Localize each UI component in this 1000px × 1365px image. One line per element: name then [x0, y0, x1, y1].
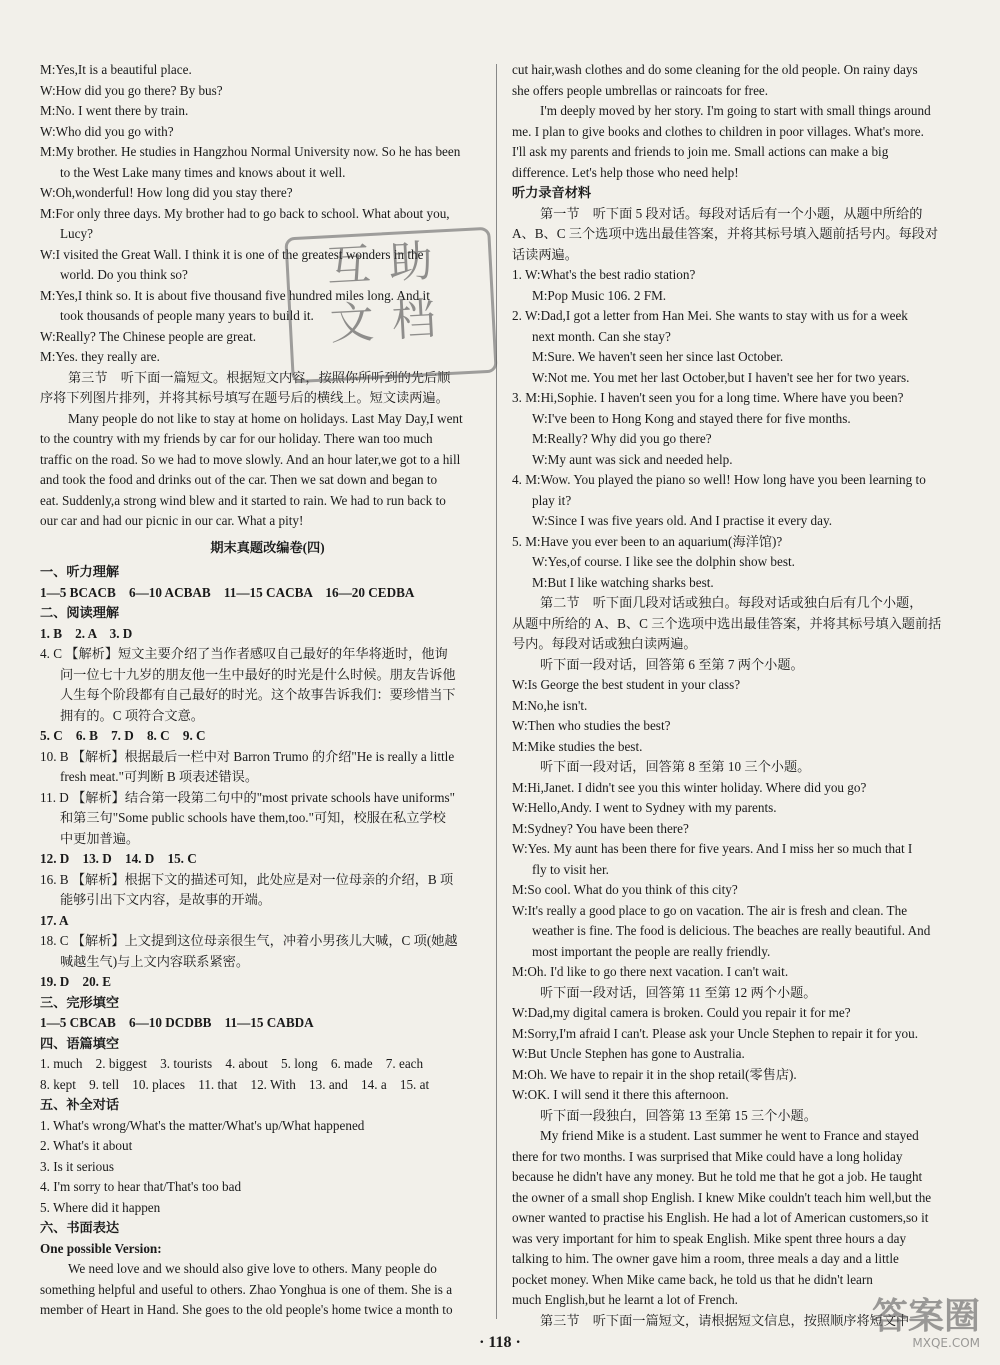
right-text-line: M:So cool. What do you think of this city? [512, 882, 738, 897]
right-text-line: M:Oh. I'd like to go there next vacation. I can't wait. [512, 964, 789, 979]
right-text-line: 听力录音材料 [512, 185, 592, 200]
right-text-line: most important the people are really friendly. [532, 943, 771, 959]
left-text-line: 10. B 【解析】根据最后一栏中对 Barron Trumo 的介绍"He is really a little [40, 748, 455, 764]
left-text-line: member of Heart in Hand. She goes to the old people's home twice a month to [40, 1302, 453, 1317]
left-text-line: 五、补全对话 [40, 1097, 120, 1112]
right-text-line: W:Not me. You met her last October,but I haven't see her for two years. [532, 369, 910, 385]
right-text-line: W:I've been to Hong Kong and stayed there for five months. [532, 410, 851, 426]
left-text-line: 1. What's wrong/What's the matter/What's up/What happened [40, 1117, 365, 1133]
left-text-line: and took the food and drinks out of the car. Then we sat down and began to [40, 472, 438, 487]
right-text-line: M:Really? Why did you go there? [532, 431, 712, 446]
right-text-line: W:Yes,of course. I like see the dolphin show best. [532, 554, 795, 569]
column-divider [496, 64, 497, 1319]
left-text-line: 8. kept 9. tell 10. places 11. that 12. With 13. and 14. a 15. at [40, 1076, 430, 1092]
right-text-line: 4. M:Wow. You played the piano so well! How long have you been learning to [512, 472, 926, 487]
watermark-sub: MXQE.COM [912, 1336, 980, 1350]
right-text-line: W:Is George the best student in your class? [512, 677, 741, 692]
left-text-line: 能够引出下文内容，是故事的开端。 [60, 892, 271, 907]
stamp-line-2: 文档 [328, 292, 456, 351]
left-text-line: 序将下列图片排列，并将其标号填写在题号后的横线上。短文读两遍。 [40, 390, 449, 405]
left-text-line: W:Oh,wonderful! How long did you stay there? [40, 185, 293, 200]
left-text-line: eat. Suddenly,a strong wind blew and it started to rain. We had to run back to [40, 492, 446, 508]
right-text-line: 听下面一段对话，回答第 6 至第 7 两个小题。 [540, 656, 804, 672]
left-text-line: 19. D 20. E [40, 974, 112, 989]
left-text-line: 人生每个阶段都有自己最好的时光。这个故事告诉我们：要珍惜当下 [60, 687, 456, 702]
right-text-line: W:Then who studies the best? [512, 718, 671, 733]
right-text-line: difference. Let's help those who need help! [512, 164, 739, 180]
right-text-line: 号内。每段对话或独白读两遍。 [512, 636, 697, 651]
left-text-line: Many people do not like to stay at home on holidays. Last May Day,I went [68, 410, 463, 426]
left-text-line: 4. C 【解析】短文主要介绍了当作者感叹自己最好的年华将逝时，他询 [40, 646, 448, 661]
left-text-line: 二、阅读理解 [40, 605, 120, 620]
right-text-line: weather is fine. The food is delicious. The beaches are really beautiful. And [532, 923, 931, 938]
left-text-line: 问一位七十九岁的朋友他一生中最好的时光是什么时候。朋友告诉他 [60, 666, 456, 682]
left-text-line: 5. C 6. B 7. D 8. C 9. C [40, 728, 206, 743]
left-text-line: 1—5 BCACB 6—10 ACBAB 11—15 CACBA 16—20 CEDBA [40, 584, 415, 600]
right-text-line: I'll ask my parents and friends to join me. Small actions can make a big [512, 144, 889, 159]
left-text-line: 2. What's it about [40, 1138, 133, 1153]
right-text-line: cut hair,wash clothes and do some cleaning for the old people. On rainy days [512, 62, 918, 77]
left-text-line: took thousands of people many years to build it. [60, 308, 314, 323]
right-text-line: M:Oh. We have to repair it in the shop retail(零售店). [512, 1066, 797, 1082]
left-text-line: W:How did you go there? By bus? [40, 82, 223, 98]
right-text-line: M:Mike studies the best. [512, 738, 643, 754]
left-text-line: M:Yes,I think so. It is about five thousand five hundred miles long. And it [40, 287, 430, 303]
right-text-line: 听下面一段对话，回答第 11 至第 12 两个小题。 [540, 984, 817, 1000]
left-text-line: 4. I'm sorry to hear that/That's too bad [40, 1179, 242, 1194]
left-text-line: 1. much 2. biggest 3. tourists 4. about 5. long 6. made 7. each [40, 1056, 424, 1071]
left-text-line: 12. D 13. D 14. D 15. C [40, 851, 197, 866]
left-text-line: fresh meat."可判断 B 项表述错误。 [60, 769, 259, 784]
right-text-line: 第一节 听下面 5 段对话。每段对话后有一个小题，从题中所给的 [540, 205, 923, 221]
watermark-main: 答案圈 [871, 1296, 980, 1337]
right-text-line: I'm deeply moved by her story. I'm going to start with small things around [540, 103, 931, 118]
page-number: · 118 · [479, 1334, 521, 1351]
right-text-line: fly to visit her. [532, 861, 609, 877]
left-text-line: 拥有的。C 项符合文意。 [60, 707, 204, 723]
right-text-line: W:Hello,Andy. I went to Sydney with my parents. [512, 800, 777, 815]
right-text-line: there for two months. I was surprised that Mike could have a long holiday [512, 1148, 903, 1164]
right-text-line: pocket money. When Mike came back, he told us that he didn't learn [512, 1271, 873, 1287]
left-text-line: 11. D 【解析】结合第一段第二句中的"most private schools have uniforms" [40, 789, 456, 805]
right-text-line: she offers people umbrellas or raincoats for free. [512, 82, 769, 98]
right-text-line: W:But Uncle Stephen has gone to Australia. [512, 1046, 745, 1061]
left-text-line: 期末真题改编卷(四) [210, 539, 325, 555]
left-text-line: 17. A [40, 912, 69, 928]
left-text-line: to the West Lake many times and knows about it well. [60, 164, 346, 180]
right-text-line: 话读两遍。 [512, 246, 578, 262]
right-text-line: talking to him. The owner gave him a room, three meals a day and a little [512, 1251, 899, 1266]
right-text-line: W:My aunt was sick and needed help. [532, 451, 733, 467]
right-text-line: 3. M:Hi,Sophie. I haven't seen you for a long time. Where have you been? [512, 390, 904, 405]
right-text-line: owner wanted to practise his English. He had a lot of American customers,so it [512, 1210, 929, 1225]
right-text-line: next month. Can she stay? [532, 328, 671, 344]
right-text-line: 2. W:Dad,I got a letter from Han Mei. She wants to stay with us for a week [512, 308, 908, 323]
left-text-line: 喊越生气)与上文内容联系紧密。 [60, 953, 250, 969]
left-text-line: One possible Version: [40, 1240, 162, 1256]
right-text-line: was very important for him to speak English. Mike spent three hours a day [512, 1230, 907, 1246]
left-text-line: M:Yes,It is a beautiful place. [40, 62, 192, 77]
right-text-line: 第三节 听下面一篇短文，请根据短文信息，按照顺序将短文中 [540, 1312, 910, 1328]
left-text-line: to the country with my friends by car for our holiday. There wan too much [40, 431, 433, 446]
left-text-line: traffic on the road. So we had to move slowly. And an hour later,we got to a hill [40, 451, 461, 467]
right-text-line: W:OK. I will send it there this afternoon. [512, 1087, 729, 1102]
right-text-line: 从题中所给的 A、B、C 三个选项中选出最佳答案，并将其标号填入题前括 [512, 615, 942, 631]
right-text-line: M:But I like watching sharks best. [532, 574, 714, 590]
right-text-line: M:Sydney? You have been there? [512, 820, 689, 836]
right-text-line: My friend Mike is a student. Last summer he went to France and stayed [540, 1128, 919, 1143]
document-stamp [284, 227, 497, 384]
right-text-line: me. I plan to give books and clothes to children in poor villages. What's more. [512, 123, 924, 139]
left-text-line: W:Who did you go with? [40, 123, 174, 139]
right-text-line: W:Yes. My aunt has been there for five years. And I miss her so much that I [512, 841, 913, 856]
left-text-line: W:Really? The Chinese people are great. [40, 328, 257, 344]
left-text-line: 16. B 【解析】根据下文的描述可知，此处应是对一位母亲的介绍，B 项 [40, 871, 454, 887]
right-text-line: M:Hi,Janet. I didn't see you this winter holiday. Where did you go? [512, 779, 867, 795]
left-text-line: 第三节 听下面一篇短文。根据短文内容，按照你所听到的先后顺 [68, 369, 451, 385]
left-text-line: 六、书面表达 [40, 1220, 120, 1235]
left-text-line: M:For only three days. My brother had to go back to school. What about you, [40, 205, 450, 221]
left-text-line: our car and had our picnic in our car. What a pity! [40, 513, 304, 528]
left-text-line: M:No. I went there by train. [40, 103, 189, 118]
right-text-line: W:Dad,my digital camera is broken. Could you repair it for me? [512, 1005, 851, 1020]
left-text-line: 1. B 2. A 3. D [40, 625, 133, 641]
right-text-line: 第二节 听下面几段对话或独白。每段对话或独白后有几个小题， [540, 595, 923, 610]
right-text-line: M:No,he isn't. [512, 697, 588, 713]
right-text-line: play it? [532, 492, 572, 508]
left-text-line: something helpful and useful to others. Zhao Yonghua is one of them. She is a [40, 1281, 453, 1297]
right-text-line: because he didn't have any money. But he told me that he got a job. He taught [512, 1169, 923, 1184]
left-text-line: M:Yes. they really are. [40, 349, 160, 364]
right-text-line: 听下面一段对话，回答第 8 至第 10 三个小题。 [540, 759, 811, 774]
stamp-line-1: 互助 [325, 234, 453, 293]
left-text-line: 3. Is it serious [40, 1158, 114, 1174]
left-text-line: 18. C 【解析】上文提到这位母亲很生气，冲着小男孩儿大喊，C 项(她越 [40, 933, 458, 948]
left-text-line: 三、完形填空 [40, 994, 120, 1010]
right-text-line: M:Pop Music 106. 2 FM. [532, 287, 667, 303]
right-text-line: M:Sorry,I'm afraid I can't. Please ask your Uncle Stephen to repair it for you. [512, 1025, 918, 1041]
left-text-line: We need love and we should also give love to others. Many people do [68, 1261, 437, 1276]
right-text-line: 听下面一段独白，回答第 13 至第 15 三个小题。 [540, 1107, 817, 1123]
left-text-line: 中更加普遍。 [60, 830, 140, 846]
left-text-line: M:My brother. He studies in Hangzhou Normal University now. So he has been [40, 144, 461, 159]
right-text-line: W:It's really a good place to go on vacation. The air is fresh and clean. The [512, 902, 908, 918]
right-text-line: M:Sure. We haven't seen her since last October. [532, 349, 784, 364]
left-text-line: W:I visited the Great Wall. I think it is one of the greatest wonders in the [40, 246, 424, 262]
right-text-line: 1. W:What's the best radio station? [512, 267, 696, 282]
left-text-line: world. Do you think so? [60, 267, 188, 282]
right-text-line: A、B、C 三个选项中选出最佳答案，并将其标号填入题前括号内。每段对 [512, 226, 939, 241]
right-text-line: 5. M:Have you ever been to an aquarium(海洋馆)? [512, 533, 783, 549]
left-text-line: 一、听力理解 [40, 564, 120, 579]
left-text-line: 5. Where did it happen [40, 1199, 161, 1215]
right-text-line: W:Since I was five years old. And I practise it every day. [532, 513, 833, 528]
left-text-line: 四、语篇填空 [40, 1035, 120, 1051]
left-text-line: 和第三句"Some public schools have them,too."可知，校服在私立学校 [60, 810, 446, 825]
left-text-line: Lucy? [60, 226, 93, 241]
right-text-line: the owner of a small shop English. I knew Mike couldn't teach him well,but the [512, 1189, 932, 1205]
left-text-line: 1—5 CBCAB 6—10 DCDBB 11—15 CABDA [40, 1015, 314, 1030]
right-text-line: much English,but he learnt a lot of French. [512, 1292, 738, 1307]
right-column [512, 60, 960, 1331]
